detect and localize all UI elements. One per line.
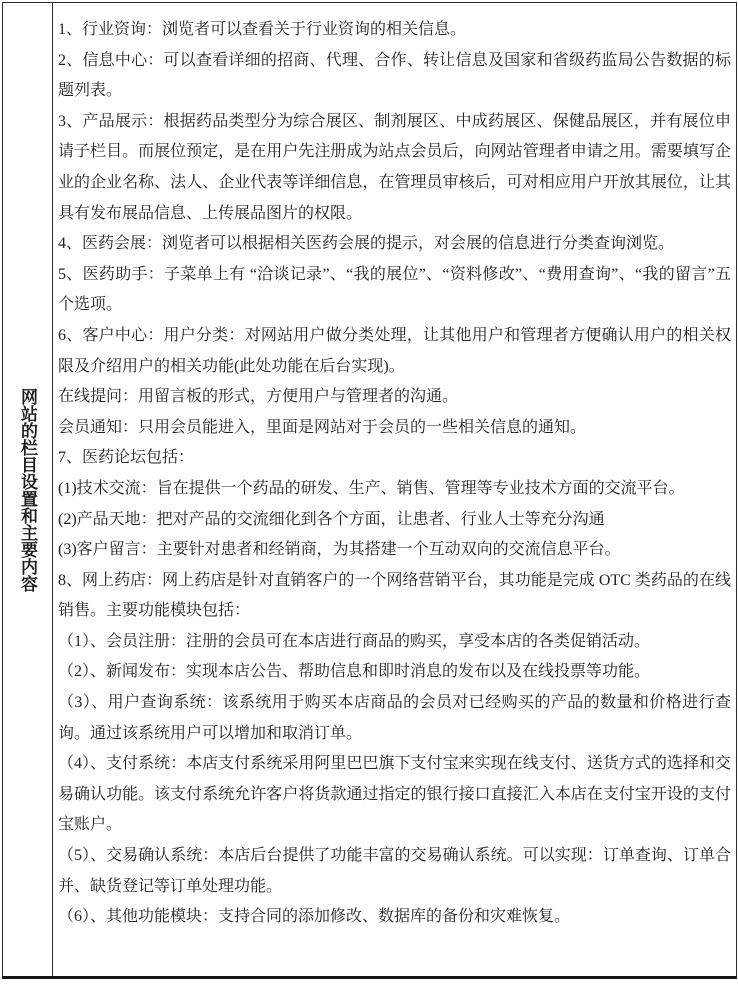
row-header-label: 网站的栏目设置和主要内容 — [18, 387, 37, 592]
paragraph: 4、医药会展：浏览者可以根据相关医药会展的提示，对会展的信息进行分类查询浏览。 — [58, 235, 675, 253]
paragraph: （3）、用户查询系统：该系统用于购买本店商品的会员对已经购买的产品的数量和价格进行查询。通过该系统用户可以增加和取消订单。 — [58, 694, 731, 742]
paragraph: 2、信息中心：可以查看详细的招商、代理、合作、转让信息及国家和省级药监局公告数据的标题列表。 — [58, 51, 731, 100]
paragraph: (2)产品天地：把对产品的交流细化到各个方面，让患者、行业人士等充分沟通 — [58, 510, 605, 528]
paragraph: （6）、其他功能模块：支持合同的添加修改、数据库的备份和灾难恢复。 — [58, 908, 571, 926]
paragraph: （4）、支付系统：本店支付系统采用阿里巴巴旗下支付宝来实现在线支付、送货方式的选择和交易确认功能。该支付系统允许客户将货款通过指定的银行接口直接汇入本店在支付宝开设的支付宝账户。 — [58, 755, 731, 834]
paragraph: （5）、交易确认系统：本店后台提供了功能丰富的交易确认系统。可以实现：订单查询、订单合并、缺货登记等订单处理功能。 — [58, 847, 731, 895]
paragraph: (3)客户留言：主要针对患者和经销商，为其搭建一个互动双向的交流信息平台。 — [58, 541, 621, 559]
row-header-cell — [3, 3, 53, 976]
paragraph: (1)技术交流：旨在提供一个药品的研发、生产、销售、管理等专业技术方面的交流平台。 — [58, 479, 685, 497]
paragraph: 5、医药助手：子菜单上有 “洽谈记录”、“我的展位”、“资料修改”、“费用查询”、“我的留言”五个选项。 — [58, 265, 731, 314]
content-cell — [53, 3, 736, 976]
paragraph: 8、网上药店：网上药店是针对直销客户的一个网络营销平台，其功能是完成 OTC 类药品的在线销售。主要功能模块包括： — [58, 571, 731, 620]
paragraph: 3、产品展示：根据药品类型分为综合展区、制剂展区、中成药展区、保健品展区，并有展位申请子栏目。而展位预定，是在用户先注册成为站点会员后，向网站管理者申请之用。需要填写企业的企业名称、法人、企业代表等详细信息，在管理员审核后，可对相应用户开放其展位，让其具有发布展品信息、上传展品图片的权限。 — [58, 112, 731, 222]
paragraph: （2）、新闻发布：实现本店公告、帮助信息和即时消息的发布以及在线投票等功能。 — [58, 663, 651, 681]
paragraph-list — [58, 15, 731, 933]
paragraph: 在线提问：用留言板的形式，方便用户与管理者的沟通。 — [58, 388, 459, 406]
paragraph: （1）、会员注册：注册的会员可在本店进行商品的购买，享受本店的各类促销活动。 — [58, 632, 651, 650]
paragraph: 1、行业资询：浏览者可以查看关于行业资询的相关信息。 — [58, 21, 467, 38]
layout-table — [2, 2, 737, 979]
paragraph: 会员通知：只用会员能进入，里面是网站对于会员的一些相关信息的通知。 — [58, 418, 587, 436]
paragraph: 7、医药论坛包括： — [58, 449, 195, 467]
paragraph: 6、客户中心：用户分类：对网站用户做分类处理，让其他用户和管理者方便确认用户的相关权限及介绍用户的相关功能(此处功能在后台实现)。 — [58, 326, 731, 375]
